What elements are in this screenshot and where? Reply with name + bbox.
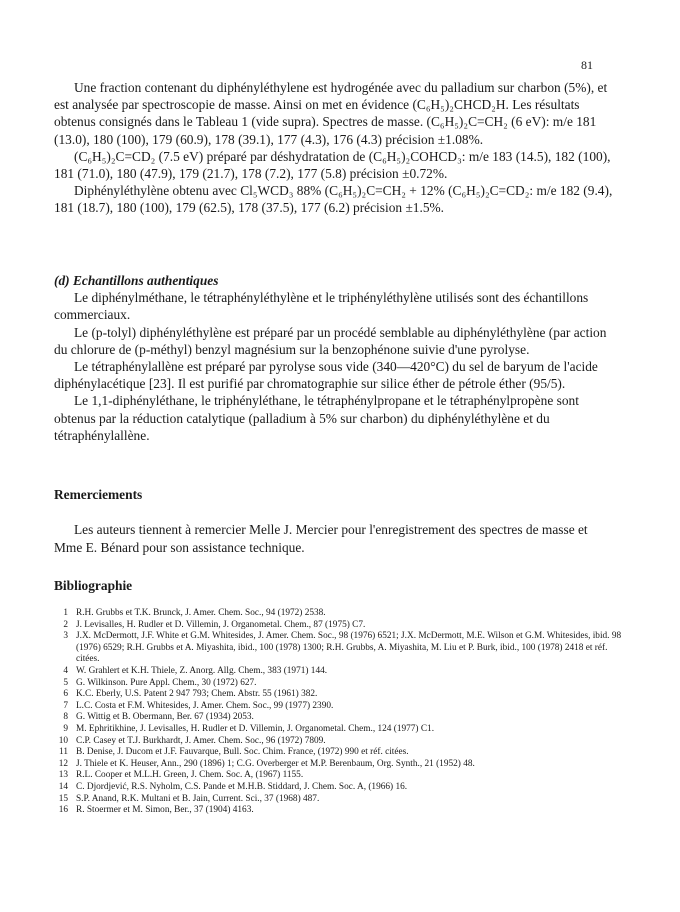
reference-item	[54, 620, 624, 632]
paragraph-commercial-samples: Le diphénylméthane, le tétraphényléthylène et le triphényléthylène utilisés sont des échantillons commerciaux.	[54, 290, 589, 323]
reference-text: J. Thiele et K. Heuser, Ann., 290 (1896) 1; C.G. Overberger et M.P. Berenbaum, Org. Synth., 21 (1952) 48.	[76, 758, 475, 769]
paragraph-tetraphenylallene: Le tétraphénylallène est préparé par pyrolyse sous vide (340—420°C) du sel de baryum de l'acide diphénylacétique [23]. Il est purifié par chromatographie sur silice éther de pétrole éther (95/5).	[54, 359, 598, 392]
reference-number: 4	[63, 665, 68, 676]
reference-number: 3	[63, 631, 68, 642]
paragraph-catalytic-reduction: Le 1,1-diphényléthane, le triphényléthane, le tétraphénylpropane et le tétraphénylpropène sont obtenus par la réduction catalytique (palladium à 5% sur charbon) du diphényléthylène et du tétraphénylallène.	[54, 393, 579, 443]
paragraph-hydrogenation: Une fraction contenant du diphényléthylene est hydrogénée avec du palladium sur charbon (5%), et est analysée par spectroscopie de masse. Ainsi on met en évidence (C₆H₅)₂CHCD₂H. Les résultats obtenus consignés dans le Tableau 1 (vide supra). Spectres de masse. (C₆H₅)₂C=CH₂ (6 eV): m/e 181 (13.0), 180 (100), 179 (60.9), 178 (39.1), 177 (4.3), 176 (4.3) précision ±1.08%.	[54, 80, 608, 147]
reference-text: R.L. Cooper et M.L.H. Green, J. Chem. Soc. A, (1967) 1155.	[76, 770, 304, 781]
section-authentic-samples	[54, 272, 614, 444]
reference-item	[54, 712, 624, 724]
section-heading-d: (d) Echantillons authentiques	[54, 273, 219, 288]
experimental-text-block	[54, 79, 614, 217]
paragraph-tolyl: Le (p-tolyl) diphényléthylène est préparé par un procédé semblable au diphényléthylène (par action du chlorure de (p-méthyl) benzyl magnésium sur la benzophénone suivie d'une pyrolyse.	[54, 324, 607, 357]
reference-text: L.C. Costa et F.M. Whitesides, J. Amer. Chem. Soc., 99 (1977) 2390.	[76, 700, 334, 711]
reference-text: R.H. Grubbs et T.K. Brunck, J. Amer. Chem. Soc., 94 (1972) 2538.	[76, 608, 326, 618]
reference-item	[54, 747, 624, 759]
reference-item	[54, 759, 624, 771]
reference-text: G. Wittig et B. Obermann, Ber. 67 (1934) 2053.	[76, 712, 254, 723]
reference-number: 1	[63, 608, 68, 618]
reference-text: S.P. Anand, R.K. Multani et B. Jain, Current. Sci., 37 (1968) 487.	[76, 793, 320, 804]
reference-text: K.C. Eberly, U.S. Patent 2 947 793; Chem. Abstr. 55 (1961) 382.	[76, 689, 318, 700]
reference-number: 5	[63, 677, 68, 688]
reference-text: C. Djordjević, R.S. Nyholm, C.S. Pande et M.H.B. Stiddard, J. Chem. Soc. A, (1966) 16.	[76, 781, 408, 792]
reference-number: 2	[63, 619, 68, 630]
reference-item	[54, 770, 624, 782]
page-number: 81	[581, 58, 593, 72]
paragraph-cl5wcd3: Diphényléthylène obtenu avec Cl₅WCD₃ 88% (C₆H₅)₂C=CH₂ + 12% (C₆H₅)₂C=CD₂: m/e 182 (9.4), 181 (18.7), 180 (100), 179 (62.5), 178 (37.5), 177 (6.2) précision ±1.5%.	[54, 183, 613, 216]
reference-item	[54, 689, 624, 701]
reference-item	[54, 794, 624, 806]
reference-text: J. Levisalles, H. Rudler et D. Villemin, J. Organometal. Chem., 87 (1975) C7.	[76, 619, 366, 630]
reference-number: 14	[58, 781, 68, 792]
reference-text: M. Ephritikhine, J. Levisalles, H. Rudler et D. Villemin, J. Organometal. Chem., 124 (1977) C1.	[76, 723, 435, 734]
reference-number: 7	[63, 700, 68, 711]
reference-number: 6	[63, 689, 68, 700]
reference-list	[54, 608, 624, 817]
reference-item	[54, 631, 624, 666]
reference-item	[54, 678, 624, 690]
reference-text: R. Stoermer et M. Simon, Ber., 37 (1904) 4163.	[76, 805, 254, 816]
reference-item	[54, 736, 624, 748]
reference-item	[54, 724, 624, 736]
paragraph-dehydration: (C₆H₅)₂C=CD₂ (7.5 eV) préparé par déshydratation de (C₆H₅)₂COHCD₃: m/e 183 (14.5), 182 (100), 181 (71.0), 180 (47.9), 179 (21.7), 178 (7.2), 177 (5.8) précision ±0.72%.	[54, 148, 611, 182]
reference-item	[54, 805, 624, 817]
reference-number: 15	[58, 793, 68, 804]
reference-number: 11	[59, 747, 68, 758]
remerciements-heading: Remerciements	[54, 487, 143, 502]
reference-text: C.P. Casey et T.J. Burkhardt, J. Amer. Chem. Soc., 96 (1972) 7809.	[76, 735, 326, 746]
reference-number: 13	[58, 770, 68, 781]
reference-text: G. Wilkinson. Pure Appl. Chem., 30 (1972) 627.	[76, 677, 257, 688]
remerciements-text: Les auteurs tiennent à remercier Melle J. Mercier pour l'enregistrement des spectres de masse et Mme E. Bénard pour son assistance technique.	[54, 522, 588, 555]
reference-number: 8	[63, 712, 68, 723]
reference-text: B. Denise, J. Ducom et J.F. Fauvarque, Bull. Soc. Chim. France, (1972) 990 et réf. citées.	[76, 747, 409, 758]
reference-item	[54, 782, 624, 794]
bibliographie-heading: Bibliographie	[54, 578, 133, 593]
reference-text: W. Grahlert et K.H. Thiele, Z. Anorg. Allg. Chem., 383 (1971) 144.	[76, 665, 328, 676]
reference-text: J.X. McDermott, J.F. White et G.M. Whitesides, J. Amer. Chem. Soc., 98 (1976) 6521; J.X. McDermott, M.E. Wilson et G.M. Whitesides, ibid. 98 (1976) 6529; R.H. Grubbs et A. Miyashita, ibid., 100 (1978) 1300; R.H. Grubbs, A. Miyashita, M. Liu et P. Burk, ibid., 100 (1978) 2418 et réf. citées.	[76, 631, 622, 665]
reference-number: 12	[58, 758, 68, 769]
reference-item	[54, 666, 624, 678]
reference-item	[54, 701, 624, 713]
reference-number: 16	[58, 805, 68, 816]
reference-number: 9	[63, 723, 68, 734]
reference-number: 10	[58, 735, 68, 746]
reference-item	[54, 608, 624, 620]
